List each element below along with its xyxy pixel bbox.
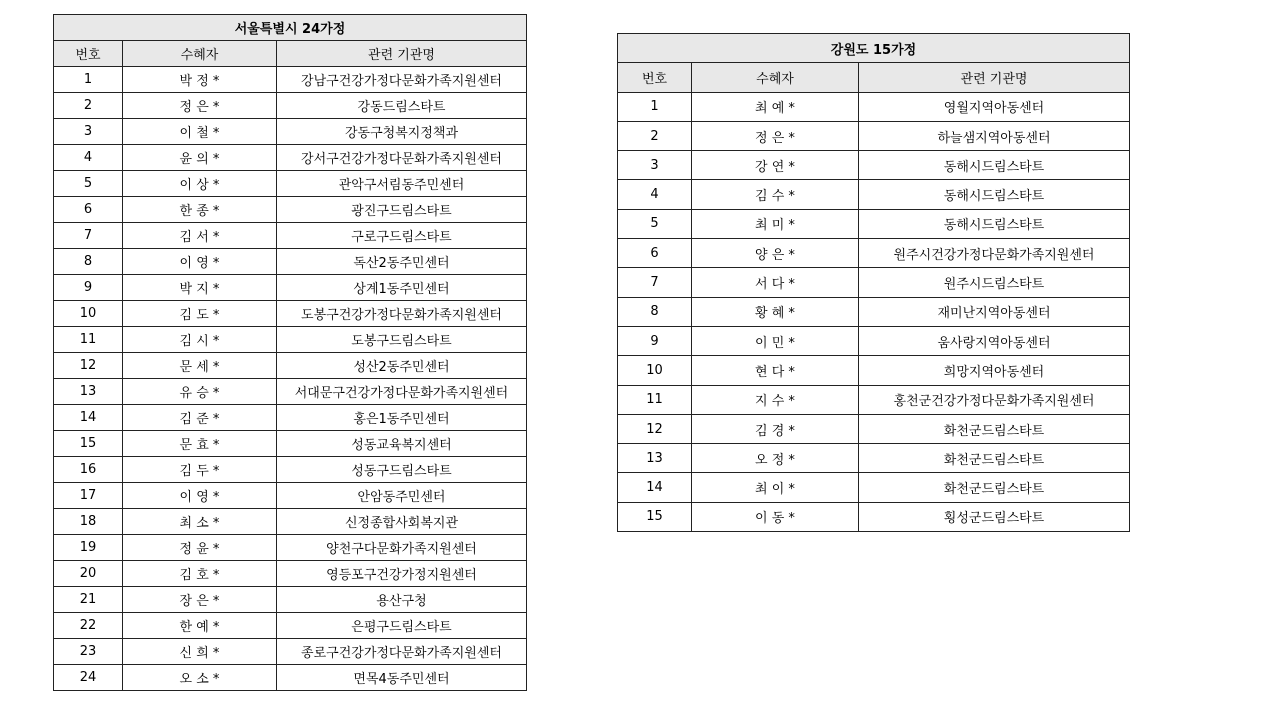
table-row [618,385,1130,414]
table-title: 강원도 15가정 [618,34,1130,63]
cell-number: 2 [618,121,692,150]
cell-number: 20 [54,561,123,587]
cell-number: 6 [618,239,692,268]
seoul-table [53,14,527,691]
cell-agency: 광진구드림스타트 [277,197,527,223]
cell-recipient: 강 연 * [692,151,859,180]
cell-recipient: 정 윤 * [123,535,277,561]
cell-agency: 동해시드림스타트 [859,209,1130,238]
cell-number: 5 [54,171,123,197]
table-row [54,561,527,587]
cell-agency: 서대문구건강가정다문화가족지원센터 [277,379,527,405]
cell-recipient: 이 상 * [123,171,277,197]
header-recipient: 수혜자 [692,63,859,92]
cell-number: 24 [54,665,123,691]
cell-recipient: 최 예 * [692,92,859,121]
cell-recipient: 최 이 * [692,473,859,502]
cell-number: 13 [618,444,692,473]
table-row [54,145,527,171]
cell-agency: 양천구다문화가족지원센터 [277,535,527,561]
cell-agency: 움사랑지역아동센터 [859,326,1130,355]
table-row [54,353,527,379]
cell-number: 19 [54,535,123,561]
table-row [618,502,1130,531]
cell-number: 23 [54,639,123,665]
table-row [54,327,527,353]
cell-agency: 화천군드림스타트 [859,414,1130,443]
cell-recipient: 정 은 * [123,93,277,119]
cell-number: 10 [54,301,123,327]
cell-agency: 재미난지역아동센터 [859,297,1130,326]
table-row [54,405,527,431]
cell-number: 1 [618,92,692,121]
cell-agency: 강남구건강가정다문화가족지원센터 [277,67,527,93]
cell-agency: 은평구드림스타트 [277,613,527,639]
cell-recipient: 김 수 * [692,180,859,209]
cell-number: 14 [54,405,123,431]
cell-agency: 면목4동주민센터 [277,665,527,691]
cell-recipient: 이 영 * [123,249,277,275]
cell-agency: 신정종합사회복지관 [277,509,527,535]
table-row [618,151,1130,180]
cell-agency: 강서구건강가정다문화가족지원센터 [277,145,527,171]
cell-agency: 도봉구드림스타트 [277,327,527,353]
cell-recipient: 이 민 * [692,326,859,355]
cell-recipient: 이 동 * [692,502,859,531]
cell-number: 21 [54,587,123,613]
cell-number: 11 [54,327,123,353]
cell-recipient: 박 지 * [123,275,277,301]
table-header-row [618,63,1130,92]
table-row [618,92,1130,121]
table-row [54,197,527,223]
table-row [618,444,1130,473]
cell-recipient: 문 효 * [123,431,277,457]
cell-agency: 희망지역아동센터 [859,356,1130,385]
cell-recipient: 김 경 * [692,414,859,443]
cell-agency: 구로구드림스타트 [277,223,527,249]
table-row [54,223,527,249]
table-title-row [54,15,527,41]
cell-number: 4 [54,145,123,171]
table-row [618,209,1130,238]
cell-agency: 강동드림스타트 [277,93,527,119]
cell-agency: 화천군드림스타트 [859,444,1130,473]
cell-agency: 원주시드림스타트 [859,268,1130,297]
cell-agency: 성동구드림스타트 [277,457,527,483]
header-number: 번호 [54,41,123,67]
table-row [54,639,527,665]
cell-agency: 안암동주민센터 [277,483,527,509]
cell-number: 11 [618,385,692,414]
cell-recipient: 김 호 * [123,561,277,587]
table-row [54,301,527,327]
table-row [618,121,1130,150]
table-row [54,249,527,275]
cell-number: 2 [54,93,123,119]
cell-number: 4 [618,180,692,209]
cell-recipient: 정 은 * [692,121,859,150]
table-row [54,379,527,405]
table-row [54,483,527,509]
cell-recipient: 양 은 * [692,239,859,268]
cell-agency: 관악구서림동주민센터 [277,171,527,197]
cell-agency: 상계1동주민센터 [277,275,527,301]
cell-recipient: 최 소 * [123,509,277,535]
cell-number: 5 [618,209,692,238]
cell-number: 7 [618,268,692,297]
table-row [54,93,527,119]
cell-number: 9 [618,326,692,355]
table-row [618,414,1130,443]
cell-recipient: 문 세 * [123,353,277,379]
table-row [618,326,1130,355]
cell-number: 22 [54,613,123,639]
cell-recipient: 황 혜 * [692,297,859,326]
cell-recipient: 한 종 * [123,197,277,223]
table-row [54,665,527,691]
cell-agency: 원주시건강가정다문화가족지원센터 [859,239,1130,268]
cell-recipient: 서 다 * [692,268,859,297]
table-title-row [618,34,1130,63]
cell-number: 15 [54,431,123,457]
cell-number: 12 [54,353,123,379]
cell-agency: 홍천군건강가정다문화가족지원센터 [859,385,1130,414]
gangwon-table [617,33,1130,532]
table-row [54,119,527,145]
table-row [618,356,1130,385]
cell-number: 7 [54,223,123,249]
cell-agency: 영월지역아동센터 [859,92,1130,121]
cell-recipient: 최 미 * [692,209,859,238]
cell-number: 6 [54,197,123,223]
cell-agency: 독산2동주민센터 [277,249,527,275]
table-row [618,297,1130,326]
cell-recipient: 신 희 * [123,639,277,665]
cell-number: 13 [54,379,123,405]
cell-agency: 홍은1동주민센터 [277,405,527,431]
cell-number: 16 [54,457,123,483]
cell-recipient: 유 승 * [123,379,277,405]
cell-agency: 영등포구건강가정지원센터 [277,561,527,587]
cell-agency: 동해시드림스타트 [859,180,1130,209]
cell-number: 8 [618,297,692,326]
header-agency: 관련 기관명 [859,63,1130,92]
cell-agency: 용산구청 [277,587,527,613]
header-number: 번호 [618,63,692,92]
header-recipient: 수혜자 [123,41,277,67]
cell-recipient: 오 정 * [692,444,859,473]
cell-agency: 종로구건강가정다문화가족지원센터 [277,639,527,665]
cell-recipient: 김 준 * [123,405,277,431]
cell-number: 12 [618,414,692,443]
cell-recipient: 김 두 * [123,457,277,483]
table-row [54,67,527,93]
table-row [618,268,1130,297]
table-row [54,509,527,535]
cell-recipient: 박 정 * [123,67,277,93]
cell-number: 3 [618,151,692,180]
cell-recipient: 현 다 * [692,356,859,385]
cell-agency: 성산2동주민센터 [277,353,527,379]
table-row [54,587,527,613]
cell-recipient: 한 예 * [123,613,277,639]
cell-agency: 도봉구건강가정다문화가족지원센터 [277,301,527,327]
table-row [54,535,527,561]
cell-recipient: 지 수 * [692,385,859,414]
cell-number: 9 [54,275,123,301]
cell-agency: 하늘샘지역아동센터 [859,121,1130,150]
table-row [54,431,527,457]
cell-agency: 성동교육복지센터 [277,431,527,457]
cell-number: 18 [54,509,123,535]
cell-agency: 강동구청복지정책과 [277,119,527,145]
cell-agency: 횡성군드림스타트 [859,502,1130,531]
cell-recipient: 김 서 * [123,223,277,249]
cell-number: 14 [618,473,692,502]
cell-recipient: 장 은 * [123,587,277,613]
cell-number: 10 [618,356,692,385]
table-row [54,171,527,197]
cell-agency: 동해시드림스타트 [859,151,1130,180]
table-row [618,180,1130,209]
table-title: 서울특별시 24가정 [54,15,527,41]
table-header-row [54,41,527,67]
table-row [618,239,1130,268]
table-row [54,613,527,639]
cell-number: 1 [54,67,123,93]
cell-recipient: 이 영 * [123,483,277,509]
table-row [618,473,1130,502]
cell-number: 3 [54,119,123,145]
cell-recipient: 오 소 * [123,665,277,691]
cell-number: 15 [618,502,692,531]
header-agency: 관련 기관명 [277,41,527,67]
cell-number: 8 [54,249,123,275]
cell-recipient: 윤 의 * [123,145,277,171]
cell-recipient: 김 도 * [123,301,277,327]
cell-recipient: 김 시 * [123,327,277,353]
cell-number: 17 [54,483,123,509]
table-row [54,457,527,483]
cell-recipient: 이 철 * [123,119,277,145]
cell-agency: 화천군드림스타트 [859,473,1130,502]
table-row [54,275,527,301]
